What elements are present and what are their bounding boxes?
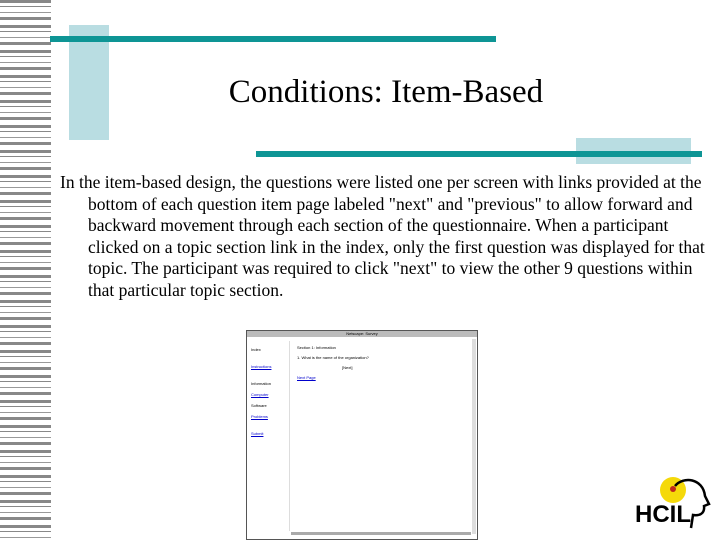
index-label: Index <box>251 347 261 352</box>
hcil-logo <box>633 472 711 537</box>
next-link: Next Page <box>297 375 316 380</box>
side-link: Submit <box>251 431 264 436</box>
window-title: Netscape: Survey <box>247 331 477 337</box>
section-heading: Section 1: Information <box>297 345 336 350</box>
question-area <box>297 345 369 385</box>
index-sidebar <box>249 341 290 531</box>
slide-body: In the item-based design, the questions were listed one per screen with links provided at the bottom of each question item page labeled "next" and "previous" to allow forward and backward movement through each section of the questionnaire. When a participant clicked on a topic section link in the index, only the first question was displayed for that topic. The participant was required to click "next" to view the other 9 questions within that particular topic section. <box>60 172 705 300</box>
side-link: Instructions <box>251 364 272 369</box>
decorative-line <box>50 36 496 42</box>
scrollbar <box>472 339 476 534</box>
question-text: 1. What is the name of the organization? <box>297 355 369 360</box>
answer-box: [Next] <box>342 365 353 370</box>
side-link: Information <box>251 381 272 386</box>
slide-title: Conditions: Item-Based <box>228 74 544 110</box>
decorative-line <box>256 151 702 157</box>
side-link: Software <box>251 403 267 408</box>
horizontal-scrollbar <box>291 532 471 535</box>
embedded-screenshot <box>246 330 478 540</box>
svg-text:HCIL: HCIL <box>635 501 691 528</box>
side-link: Problems <box>251 414 268 419</box>
side-link: Computer <box>251 392 269 397</box>
